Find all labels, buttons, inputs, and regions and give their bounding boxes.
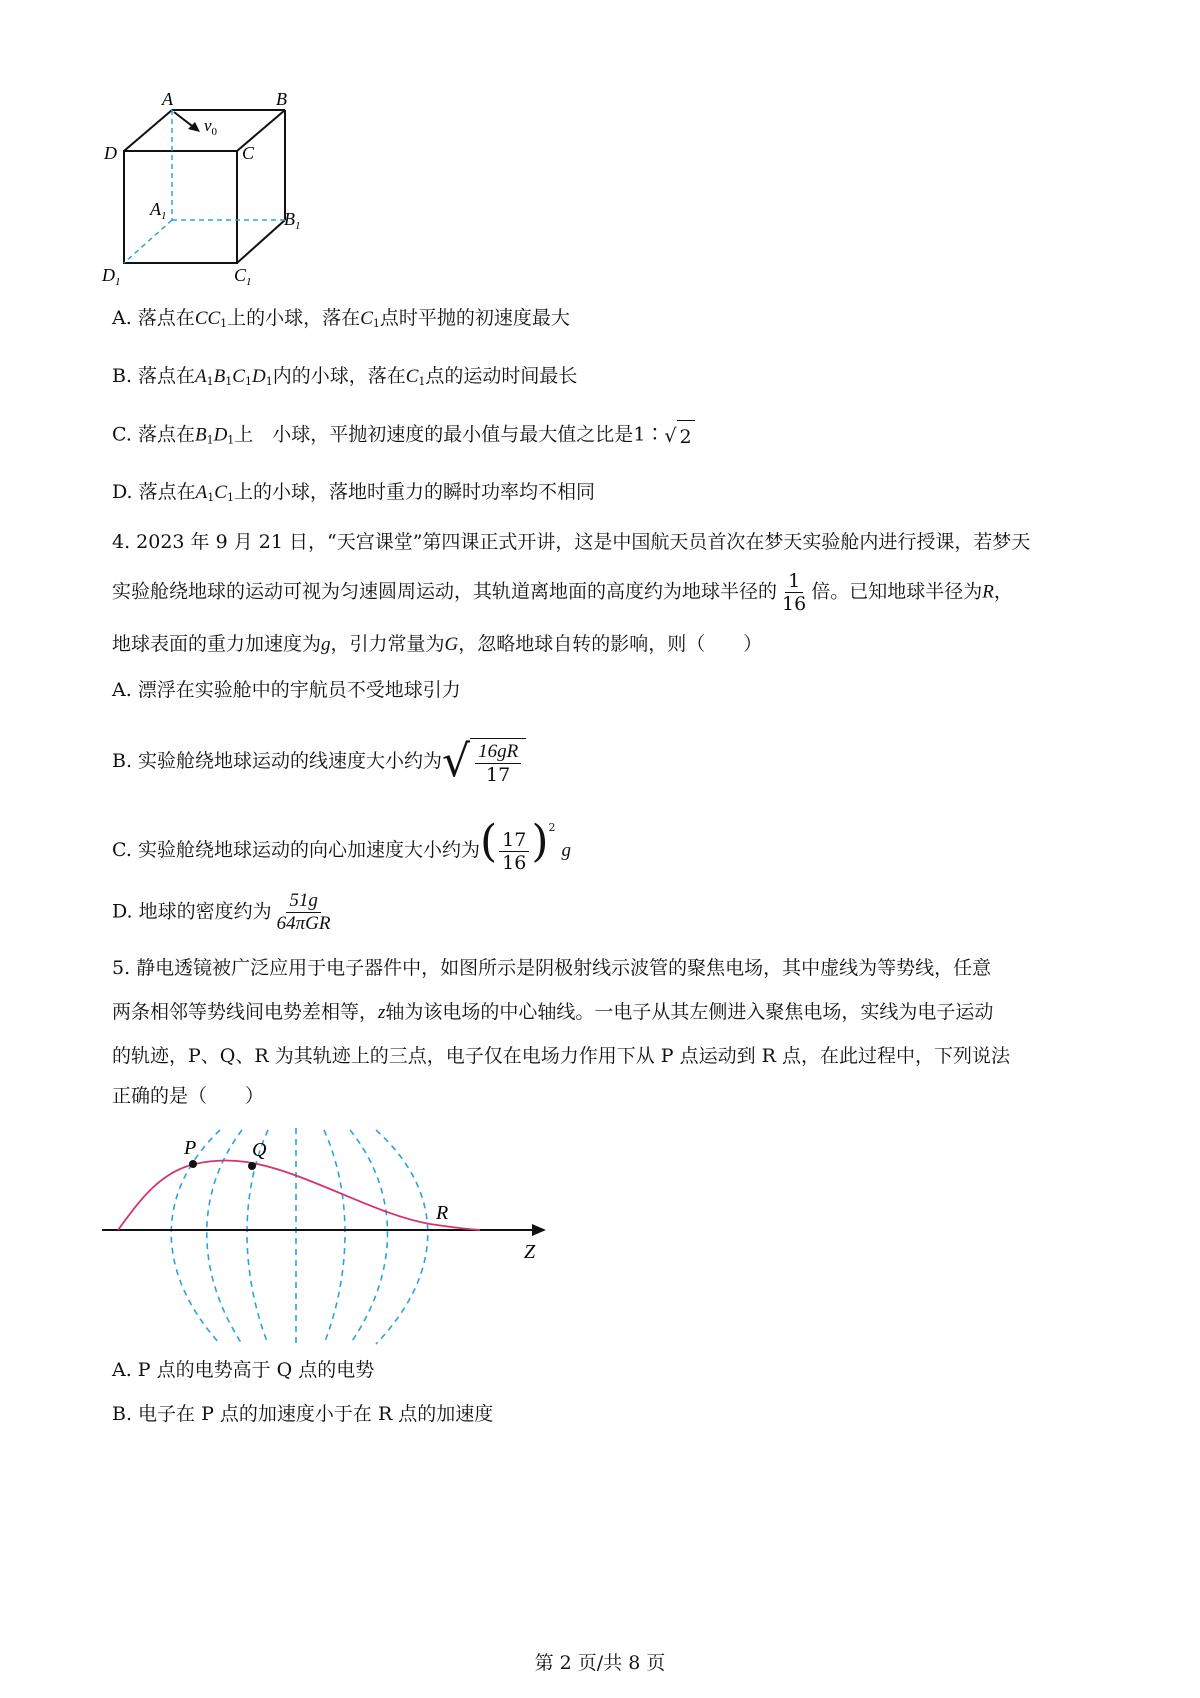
q4-stem-line2: 实验舱绕地球的运动可视为匀速圆周运动，其轨道离地面的高度约为地球半径的 $\frac{1}{16}$ 倍。已知地球半径为R， (112, 570, 1013, 615)
sqrt-fraction: √ $\frac{16gR}{17}$ (442, 738, 526, 786)
q5-stem-line1: 5. 静电透镜被广泛应用于电子器件中，如图所示是阴极射线示波管的聚焦电场，其中虚线为等势线，任意 (112, 957, 992, 979)
label-C: C (242, 143, 255, 163)
electric-field-figure (100, 1122, 570, 1352)
label-P: P (184, 1137, 197, 1159)
label-A1: $A_1$ (150, 199, 167, 222)
label-R: R (436, 1202, 449, 1224)
q4-option-b: B. 实验舱绕地球运动的线速度大小约为 √ $\frac{16gR}{17}$ (112, 738, 526, 786)
page-footer: 第 2 页/共 8 页 (534, 1652, 666, 1674)
sqrt-2: √ 2 (664, 420, 694, 451)
q3-option-b: B. 落点在$A_1B_1C_1D_1$内的小球，落在$C_1$点的运动时间最长 (112, 365, 578, 388)
q5-option-b: B. 电子在 P 点的加速度小于在 R 点的加速度 (112, 1403, 494, 1425)
q5-stem-line3: 的轨迹，P、Q、R 为其轨迹上的三点，电子仅在电场力作用下从 P 点运动到 R 点，在此过程中，下列说法 (112, 1045, 1010, 1067)
fraction-1-16: $\frac{1}{16}$ (782, 570, 807, 615)
q4-option-c: C. 实验舱绕地球运动的向心加速度大小约为( $\frac{17}{16}$ )$^2$ g (112, 816, 572, 874)
label-D1: $D_1$ (102, 265, 121, 288)
label-C1: $C_1$ (234, 265, 252, 288)
q4-stem-line3: 地球表面的重力加速度为g，引力常量为G，忽略地球自转的影响，则（ ） (112, 633, 763, 655)
label-v0: $v_0$ (204, 116, 218, 138)
q3-option-a: A. 落点在$CC_1$上的小球，落在$C_1$点时平抛的初速度最大 (112, 307, 570, 330)
label-Q: Q (252, 1139, 267, 1161)
q4-stem-line1: 4. 2023 年 9 月 21 日，“天宫课堂”第四课正式开讲，这是中国航天员首次在梦天实验舱内进行授课，若梦天 (112, 531, 1031, 553)
q3-option-c: C. 落点在$B_1D_1$上 小球，平抛初速度的最小值与最大值之比是1∶ √ 2 (112, 420, 695, 455)
q4-option-d: D. 地球的密度约为 $\frac{51g}{\text{64πGR}}$ (112, 890, 331, 934)
q5-stem-line2: 两条相邻等势线间电势差相等，z轴为该电场的中心轴线。一电子从其左侧进入聚焦电场，实线为电子运动 (112, 1001, 994, 1023)
label-Z: Z (524, 1241, 536, 1263)
q5-option-a: A. P 点的电势高于 Q 点的电势 (112, 1359, 375, 1381)
q5-stem-line4: 正确的是（ ） (112, 1085, 265, 1107)
cube-figure (100, 85, 330, 290)
label-B: B (276, 89, 287, 109)
q3-option-d: D. 落点在$A_1C_1$上的小球，落地时重力的瞬时功率均不相同 (112, 481, 595, 504)
label-A: A (162, 89, 173, 109)
q4-option-a: A. 漂浮在实验舱中的宇航员不受地球引力 (112, 679, 461, 701)
label-B1: $B_1$ (284, 209, 301, 232)
label-D: D (104, 143, 117, 163)
